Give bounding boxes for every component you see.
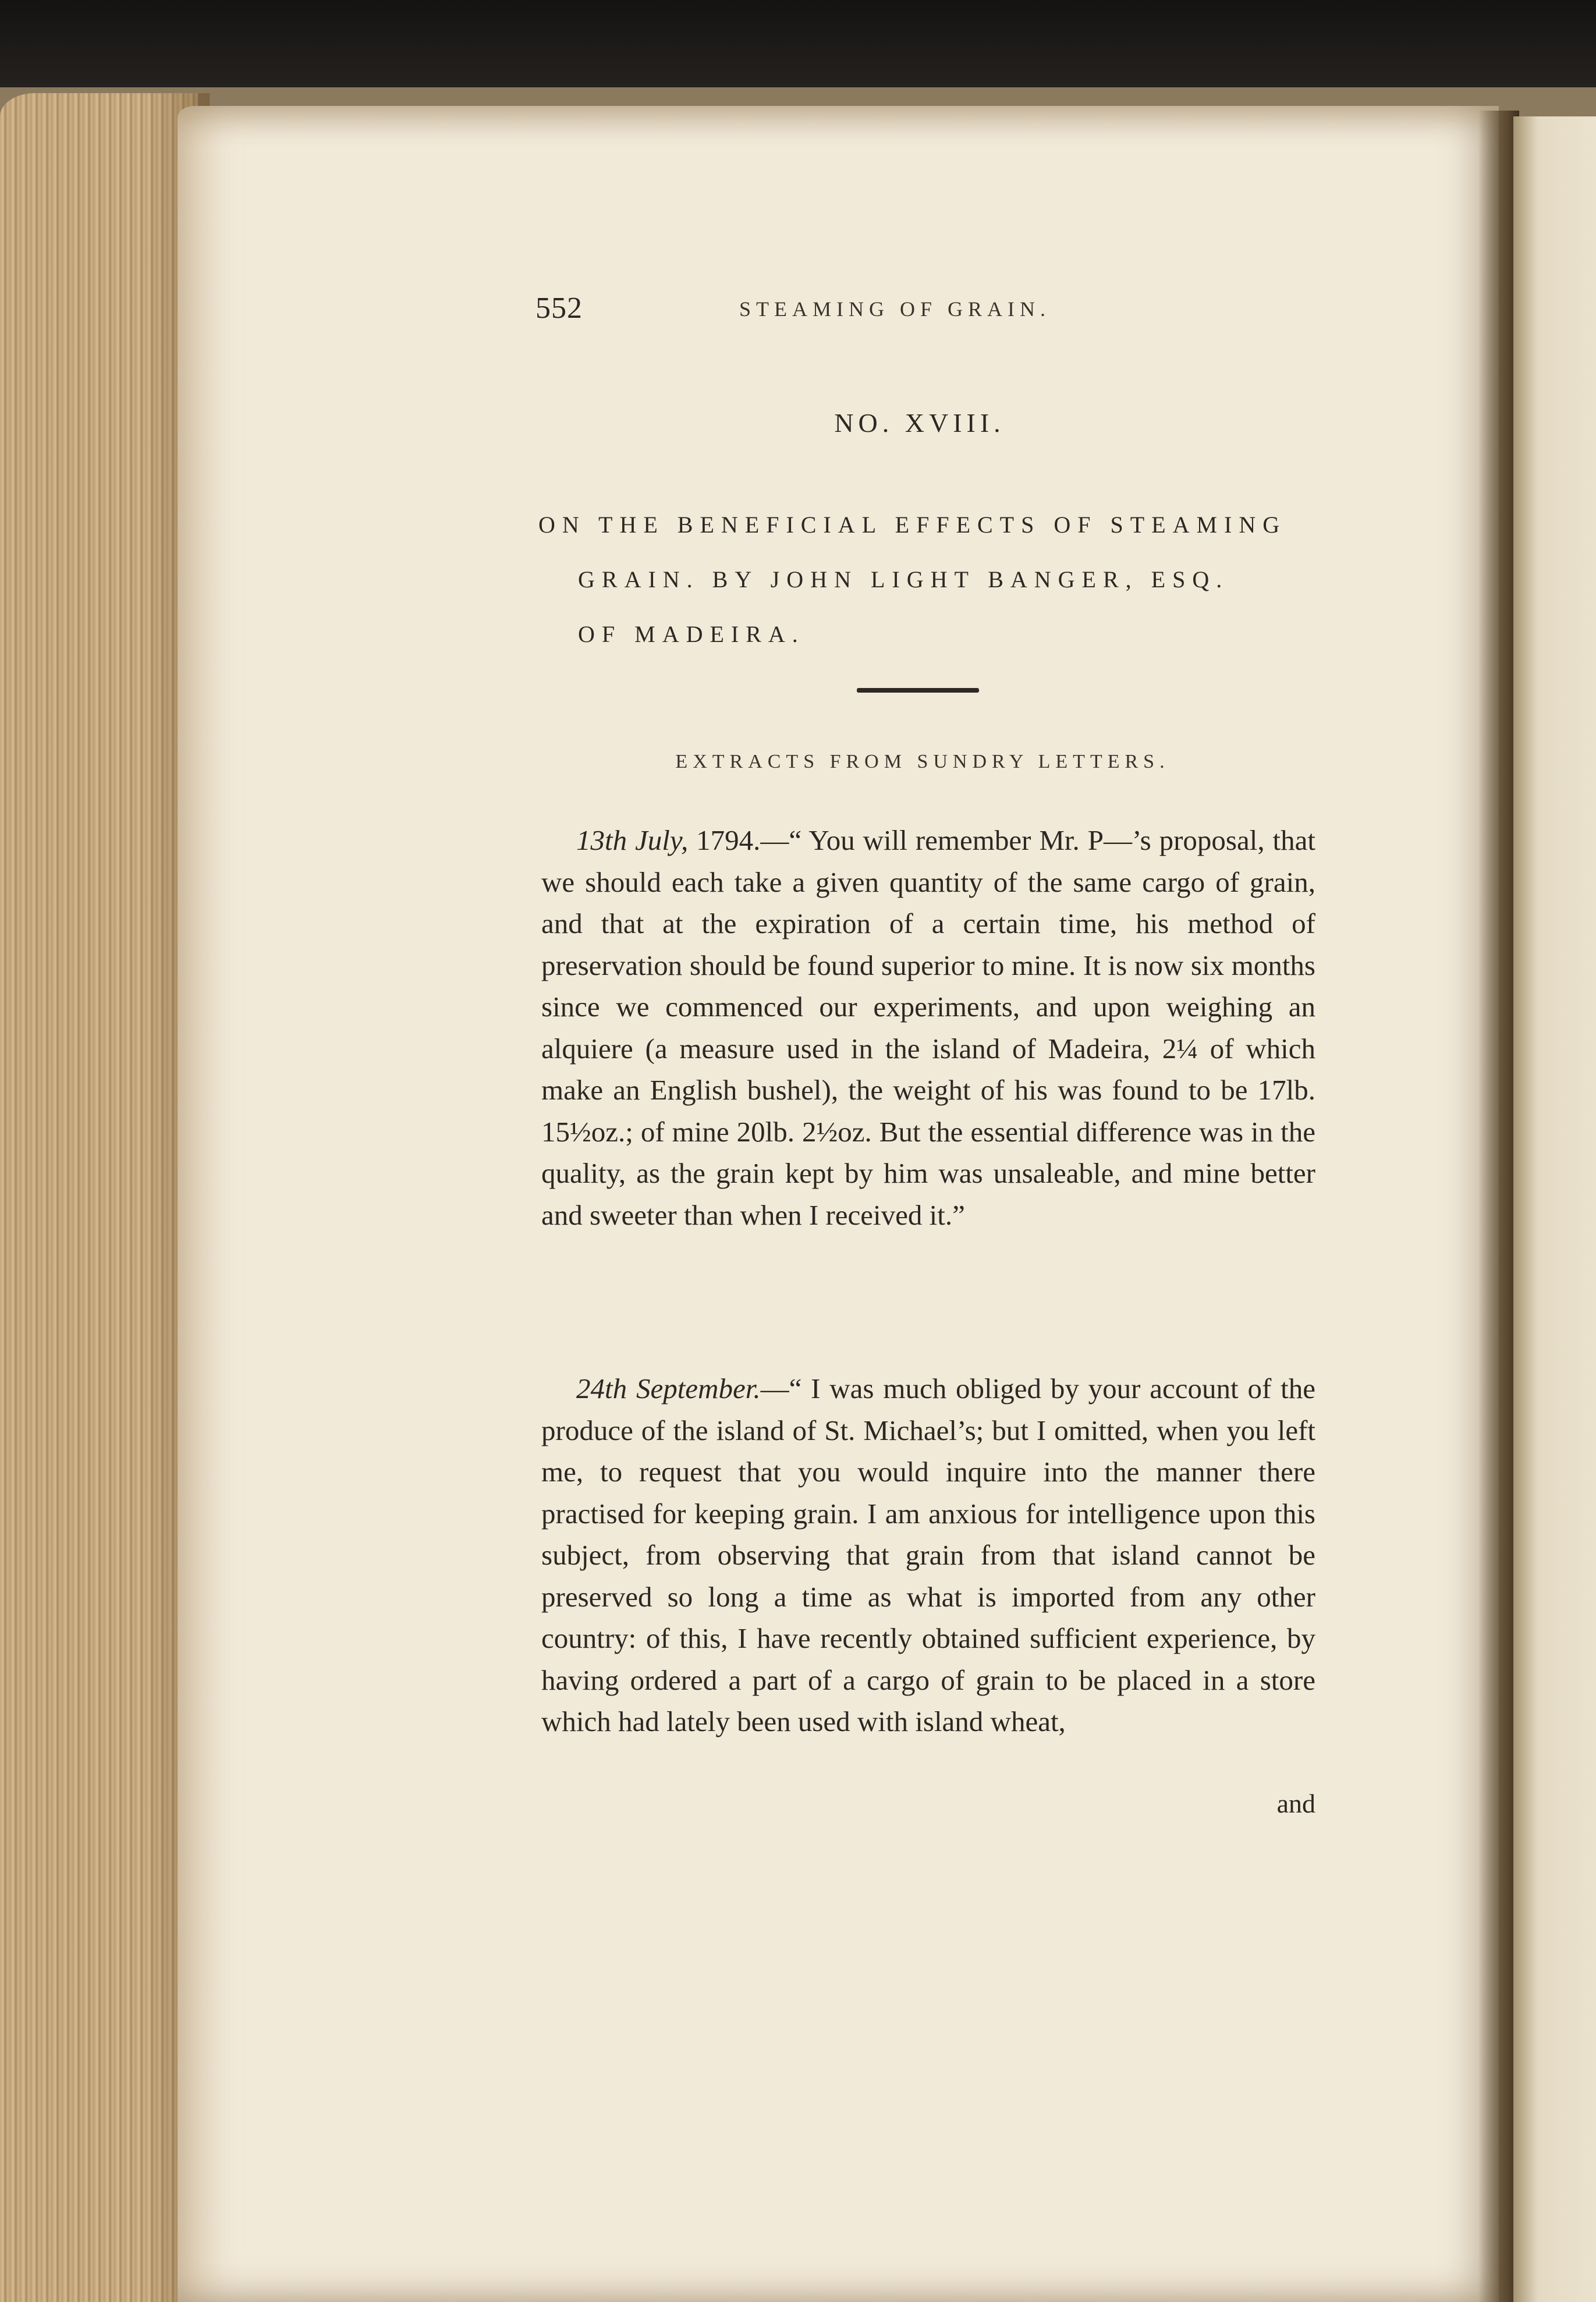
- section-heading: EXTRACTS FROM SUNDRY LETTERS.: [675, 751, 1170, 772]
- letter-paragraph: [541, 1368, 1315, 1743]
- letter-paragraph: [541, 820, 1315, 1236]
- page-number: 552: [535, 292, 583, 325]
- facing-page-edge: [1513, 116, 1596, 2302]
- running-head: [535, 291, 1374, 332]
- divider-rule: [857, 688, 979, 693]
- title-line: GRAIN. BY JOHN LIGHT BANGER, ESQ.: [578, 566, 1229, 593]
- letter-date: 24th September.: [576, 1372, 761, 1404]
- article-title: [538, 498, 1307, 662]
- letter-text: —“ I was much obliged by your account of the produce of the island of St. Michael’s; but I omitted, when you left me, to request that you would inquire into the manner there practised for keeping grain. I am anxious for intelligence upon this subject, from observing that grain from that island cannot be preserved so long a time as what is imported from any other country: of this, I have recently obtained sufficient experience, by having ordered a part of a cargo of grain to be placed in a store which had lately been used with island wheat,: [541, 1372, 1315, 1737]
- title-line: OF MADEIRA.: [578, 621, 805, 647]
- article-number: NO. XVIII.: [834, 408, 1005, 438]
- letter-text: 1794.—“ You will remember Mr. P—’s proposal, that we should each take a given quantity of the same cargo of grain, and that at the expiration of a certain time, his method of preservation should be found superior to mine. It is now six months since we commenced our experiments, and upon weighing an alquiere (a measure used in the island of Madeira, 2¼ of which make an English bushel), the weight of his was found to be 17lb. 15½oz.; of mine 20lb. 2½oz. But the essential difference was in the quality, as the grain kept by him was unsaleable, and mine better and sweeter than when I received it.”: [541, 824, 1315, 1231]
- catchword: and: [1276, 1789, 1315, 1818]
- letter-date: 13th July,: [576, 824, 689, 856]
- running-title: STEAMING OF GRAIN.: [739, 297, 1051, 321]
- title-line: ON THE BENEFICIAL EFFECTS OF STEAMING: [538, 512, 1287, 538]
